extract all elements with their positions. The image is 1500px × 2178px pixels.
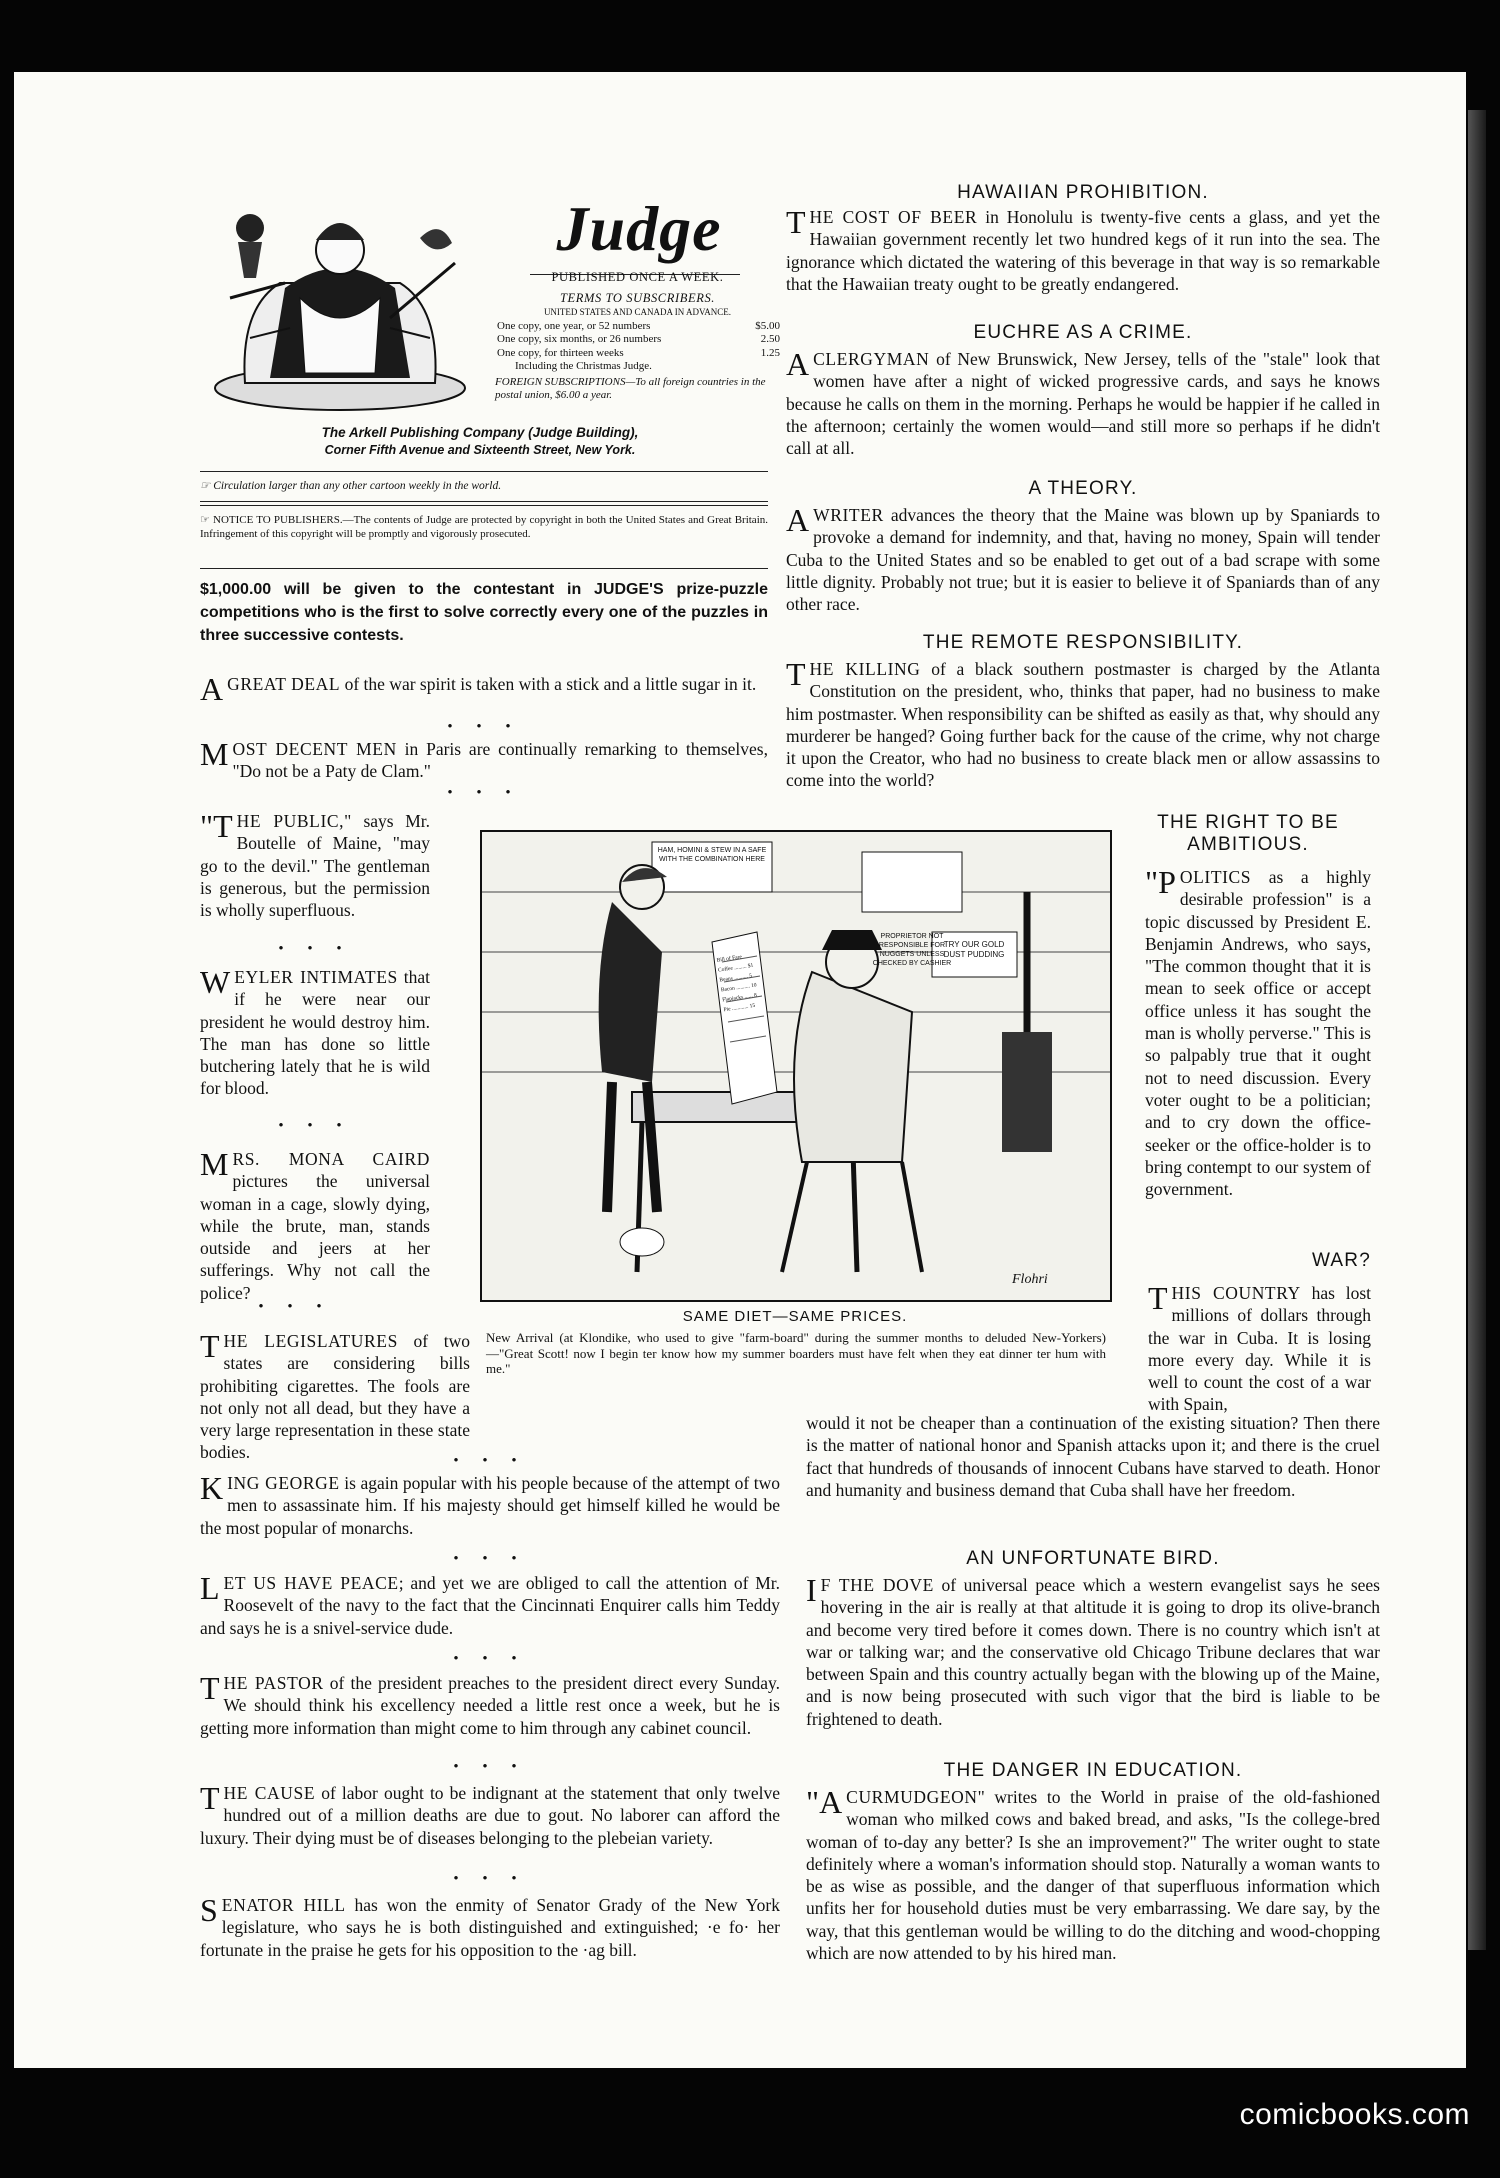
- terms-note: Including the Christmas Judge.: [515, 360, 652, 372]
- heading-remote-responsibility: THE REMOTE RESPONSIBILITY.: [922, 632, 1244, 653]
- pointing-hand-icon: ☞: [200, 514, 213, 526]
- terms-sub: UNITED STATES AND CANADA IN ADVANCE.: [543, 307, 732, 317]
- cartoon-caption: New Arrival (at Klondike, who used to give "farm-board" during the summer months to deluded New-Yorkers)—"Great Scott! now I begin ter know how my summer boarders must have felt when they eat dinner ter hum with me.": [486, 1330, 1106, 1376]
- binding-edge: [1468, 110, 1486, 1950]
- sign-pudding: TRY OUR GOLD DUST PUDDING: [943, 940, 1005, 959]
- weyler-item: WEYLER INTIMATES that if he were near our president he would destroy him. The man has done so little butchering lately that he is wild for blood.: [200, 964, 430, 1099]
- terms-title: TERMS TO SUBSCRIBERS.: [559, 291, 716, 305]
- masthead-block: [500, 192, 778, 266]
- war-spirit-item: AGREAT DEAL of the war spirit is taken with a stick and a little sugar in it.: [200, 671, 757, 707]
- war-item: THIS COUNTRY has lost millions of dollars through the war in Cuba. It is losing more every day. While it is well to count the cost of a war with Spain,: [1148, 1280, 1371, 1415]
- judge-figure-illustration: [190, 188, 490, 413]
- right-to-be-ambitious-item: "POLITICS as a highly desirable profession" is a topic discussed by President E. Benjamin Andrews, who says, "The common thought that it is mean to seek office or accept office unless it has sought the man is wholly perverse." This is so palpably true that it ought not to need discussion. Every voter ought to be a politician; and to cry down the office-seeker or the office-holder is to bring contempt to our system of government.: [1145, 864, 1371, 1200]
- cartoon-title: SAME DIET—SAME PRICES.: [682, 1308, 908, 1325]
- company-name: The Arkell Publishing Company (Judge Building),: [321, 425, 639, 440]
- peace-item: LET US HAVE PEACE; and yet we are obliged to call the attention of Mr. Roosevelt of the navy to the fact that the Cincinnati Enquirer calls him Teddy and says he is a snivel-service dude.: [200, 1570, 780, 1638]
- separator-stars: • • •: [453, 1551, 527, 1567]
- heading-theory: A THEORY.: [1028, 478, 1138, 499]
- klondike-restaurant-scene: [482, 832, 1110, 1300]
- menu-bill-of-fare: Bill of Fare Coffee ......... $1 Beans .......... 5 Bacon .......... 10 Flapjacks ...... 8 Pie ............ 15: [716, 954, 758, 1014]
- legislatures-item: THE LEGISLATURES of two states are considering bills prohibiting cigarettes. The fools are not only not all dead, but they have a very large representation in these state bodies.: [200, 1328, 471, 1463]
- heading-euchre: EUCHRE AS A CRIME.: [973, 322, 1193, 343]
- remote-responsibility-item: THE KILLING of a black southern postmaster is charged by the Atlanta Constitution on the president, who, thinks that paper, had no business to make him postmaster. When responsibility can be shifted as easily as that, why should any murderer be hanged? Going further back for the cause of the crime, why not charge it upon the Creator, who had no business to create black men or allow assassins to come into the world?: [786, 656, 1380, 791]
- separator-stars: • • •: [453, 1651, 527, 1667]
- heading-hawaiian-prohibition: HAWAIIAN PROHIBITION.: [957, 182, 1209, 203]
- separator-stars: • • •: [278, 1118, 352, 1134]
- heading-unfortunate-bird: AN UNFORTUNATE BIRD.: [966, 1548, 1220, 1569]
- divider: [200, 471, 768, 472]
- theory-item: A WRITER advances the theory that the Maine was blown up by Spaniards to provoke a demand for indemnity, and that, having no money, Spain will tender Cuba to the United States and so be enabled to get out of a bad scrape with some little dignity. Probably not true; but it is easier to believe it of Spaniards than of any other race.: [786, 502, 1380, 615]
- term-row: One copy, six months, or 26 numbers 2.50: [497, 333, 780, 345]
- masthead-illustration: [190, 188, 490, 413]
- danger-in-education-item: "A CURMUDGEON" writes to the World in praise of the old-fashioned woman who milked cows and baked bread, and asks, "Is the college-bred woman of to-day any better? Is she an improvement?" The writer ought to state definitely where a woman's information should stop. Naturally a woman wants to be as wise as possible, and the danger of that superfluous information which unfits her for household duties must be very embarrassing. We dare say, by the way, that this gentleman would be willing to do the ditching and wood-chopping which are now attended to by his hired man.: [806, 1784, 1380, 1964]
- prize-announcement: $1,000.00 will be given to the contestant in JUDGE'S prize-puzzle competitions who is the first to solve correctly every one of the puzzles in three successive contests.: [200, 581, 768, 644]
- cartoon-illustration: [480, 830, 1112, 1302]
- divider: [200, 501, 768, 502]
- sign-combination: HAM, HOMINI & STEW IN A SAFE WITH THE COMBINATION HERE: [657, 847, 767, 863]
- notice-to-publishers: ☞ NOTICE TO PUBLISHERS.—The contents of Judge are protected by copyright in both the United States and Great Britain. Infringement of this copyright will be promptly and vigorously prosecuted.: [200, 514, 768, 540]
- pointing-hand-icon: ☞: [200, 480, 214, 492]
- divider: [200, 505, 768, 506]
- separator-stars: • • •: [278, 941, 352, 957]
- subscription-terms: [495, 270, 780, 403]
- term-row: One copy, for thirteen weeks 1.25: [497, 346, 780, 359]
- unfortunate-bird-item: I F THE DOVE of universal peace which a western evangelist says he sees hovering in the air is really at that altitude it is going to drop its olive-branch and become very tired before it comes down. There is no country which isn't at war or talking war; and the conservative old Chicago Tribune declares that war between Spain and this country actually began with the blowing up of the Maine, and is now being prosecuted with such vigor that the bird is liable to be frightened to death.: [806, 1572, 1380, 1729]
- foreign-subscriptions: FOREIGN SUBSCRIPTIONS—To all foreign countries in the postal union, $6.00 a year.: [495, 375, 766, 401]
- euchre-item: A CLERGYMAN of New Brunswick, New Jersey, tells of the "stale" look that women have after a night of wicked progressive cards, and says he knows because he calls on them in the morning. Perhaps he would be happier if he called in the afternoon; certainly the women would—and still more so perhaps if he didn't call at all.: [786, 346, 1380, 459]
- separator-stars: • • •: [447, 785, 521, 801]
- sign-proprietor: PROPRIETOR NOT RESPONSIBLE FOR NUGGETS UNLESS CHECKED BY CASHIER: [872, 933, 952, 967]
- term-row: One copy, one year, or 52 numbers $5.00: [497, 319, 780, 332]
- heading-right-to-be-ambitious: THE RIGHT TO BE AMBITIOUS.: [1157, 812, 1339, 855]
- published-line: PUBLISHED ONCE A WEEK.: [551, 270, 724, 284]
- separator-stars: • • •: [447, 719, 521, 735]
- judge-logo: Judge: [556, 193, 722, 264]
- public-item: "THE PUBLIC," says Mr. Boutelle of Maine, "may go to the devil." The gentleman is generous, but the permission is wholly superfluous.: [200, 808, 431, 921]
- king-george-item: KING GEORGE is again popular with his people because of the attempt of two men to assassinate him. If his majesty should get himself killed he would be the most popular of monarchs.: [200, 1470, 780, 1538]
- separator-stars: • • •: [453, 1453, 527, 1469]
- divider: [200, 568, 768, 569]
- hawaiian-prohibition-item: THE COST OF BEER in Honolulu is twenty-five cents a glass, and yet the Hawaiian government recently let two hundred kegs of it run into the sea. The ignorance which dictated the watering of this beverage in that way is so remarkable that the Hawaiian treaty ought to be greatly endangered.: [786, 204, 1381, 294]
- labor-item: THE CAUSE of labor ought to be indignant at the statement that only twelve hundred out of a million deaths are due to gout. No laborer can afford the luxury. Their dying must be of diseases belonging to the plebeian variety.: [200, 1780, 781, 1848]
- separator-stars: • • •: [258, 1299, 332, 1315]
- artist-signature: Flohri: [1012, 1272, 1048, 1287]
- senator-hill-item: SENATOR HILL has won the enmity of Senator Grady of the New York legislature, who says he is both distinguished and extinguished; ·e fo· her fortunate in the praise he gets for his opposition to the ·ag bill.: [200, 1892, 781, 1960]
- site-watermark: comicbooks.com: [1239, 2098, 1470, 2131]
- circulation-note: ☞ Circulation larger than any other cartoon weekly in the world.: [200, 480, 502, 492]
- company-address: Corner Fifth Avenue and Sixteenth Street, New York.: [324, 443, 636, 457]
- caird-item: MRS. MONA CAIRD pictures the universal woman in a cage, slowly dying, while the brute, man, stands outside and jeers at her sufferings. Why not call the police?: [200, 1146, 430, 1303]
- pastor-item: THE PASTOR of the president preaches to the president direct every Sunday. We should think his excellency needed a little rest once a week, but he is getting more information than might come to him through any cabinet council.: [200, 1670, 780, 1738]
- separator-stars: • • •: [453, 1759, 527, 1775]
- war-continued: would it not be cheaper than a continuation of the existing situation? Then there is the matter of national honor and Spanish attacks upon it; and there is the cruel fact that hundreds of thousands of innocent Cubans have starved to death. Honor and humanity and business demand that Cuba shall have her freedom.: [806, 1413, 1380, 1500]
- heading-danger-in-education: THE DANGER IN EDUCATION.: [943, 1760, 1243, 1781]
- separator-stars: • • •: [453, 1871, 527, 1887]
- decent-men-item: MOST DECENT MEN in Paris are continually remarking to themselves, "Do not be a Paty de Clam.": [200, 736, 768, 782]
- publisher-block: [240, 425, 720, 457]
- heading-war: WAR?: [1312, 1250, 1371, 1271]
